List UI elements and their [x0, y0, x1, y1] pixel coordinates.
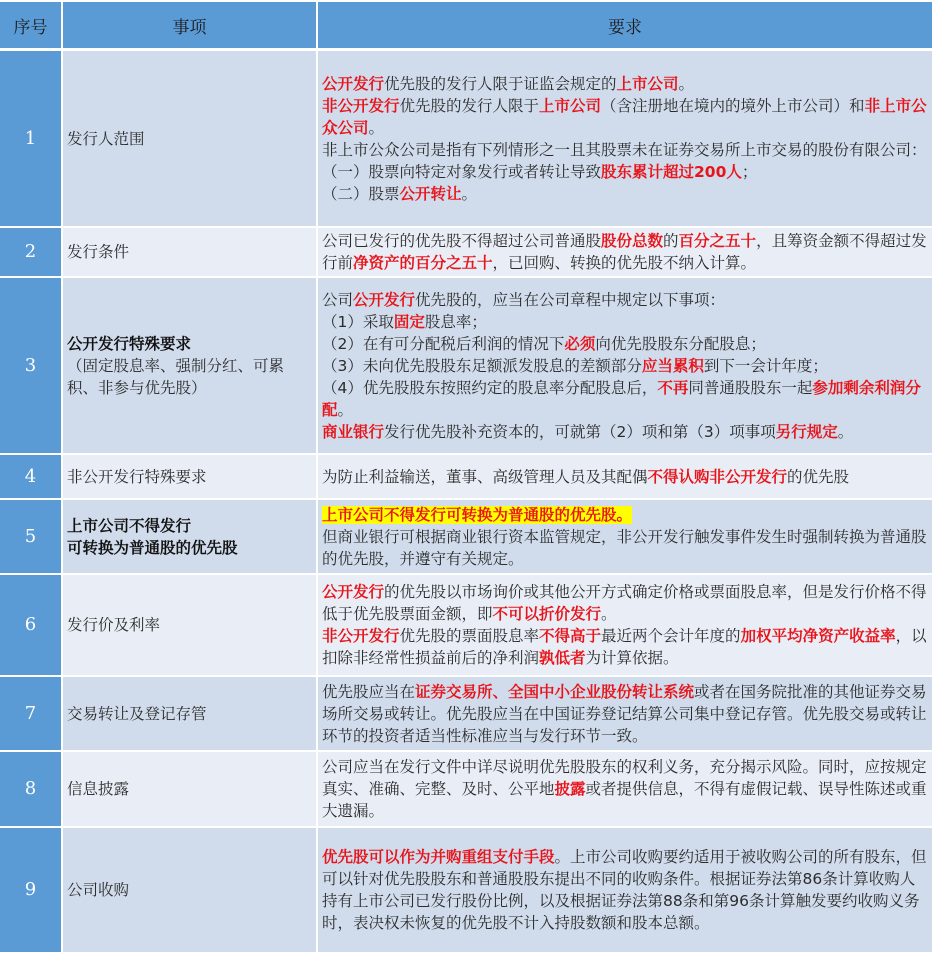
header-seq: 序号: [0, 2, 63, 51]
header-row: [0, 2, 932, 51]
row-requirement: 公开发行的优先股以市场询价或其他公开方式确定价格或票面股息率，但是发行价格不得低于优先股票面金额，即不可以折价发行。 非公开发行优先股的票面股息率不得高于最近两个会计年度的加权平均净资产收益率，以扣除非经常性损益前后的净利润孰低者为计算依据。: [318, 575, 932, 677]
row-item: 发行价及利率: [63, 575, 318, 677]
row-number: 8: [0, 752, 63, 828]
row-item-subtitle: （固定股息率、强制分红、可累积、非参与优先股）: [67, 356, 285, 397]
row-number: 6: [0, 575, 63, 677]
row-number: 4: [0, 455, 63, 500]
row-requirement: 为防止利益输送，董事、高级管理人员及其配偶不得认购非公开发行的优先股: [318, 455, 932, 500]
row-item: [63, 500, 318, 575]
header-item: 事项: [63, 2, 318, 51]
row-number: 7: [0, 677, 63, 752]
row-requirement: 公司已发行的优先股不得超过公司普通股股份总数的百分之五十，且筹资金额不得超过发行前净资产的百分之五十，已回购、转换的优先股不纳入计算。: [318, 228, 932, 278]
table-row: [0, 677, 932, 752]
row-item-title: 上市公司不得发行: [67, 516, 192, 535]
table-row: [0, 752, 932, 828]
row-item: 发行条件: [63, 228, 318, 278]
table-row: [0, 228, 932, 278]
row-item: 信息披露: [63, 752, 318, 828]
row-item: 公司收购: [63, 828, 318, 954]
row-item: [63, 278, 318, 455]
table-row: [0, 500, 932, 575]
row-item: 发行人范围: [63, 51, 318, 228]
row-item: 交易转让及登记存管: [63, 677, 318, 752]
row-number: 3: [0, 278, 63, 455]
row-item-title: 公开发行特殊要求: [67, 334, 192, 353]
row-requirement: 公司应当在发行文件中详尽说明优先股股东的权利义务，充分揭示风险。同时，应按规定真实、准确、完整、及时、公平地披露或者提供信息，不得有虚假记载、误导性陈述或重大遗漏。: [318, 752, 932, 828]
row-requirement: 公开发行优先股的发行人限于证监会规定的上市公司。 非公开发行优先股的发行人限于上市公司（含注册地在境内的境外上市公司）和非上市公众公司。 非上市公众公司是指有下列情形之一且其股票未在证券交易所上市交易的股份有限公司： （一）股票向特定对象发行或者转让导致股东累计超过200人； （二）股票公开转让。: [318, 51, 932, 228]
table-row: [0, 575, 932, 677]
row-number: 1: [0, 51, 63, 228]
table-row: [0, 828, 932, 954]
highlighted-text: 上市公司不得发行可转换为普通股的优先股。: [322, 505, 633, 524]
row-requirement: 上市公司不得发行可转换为普通股的优先股。 但商业银行可根据商业银行资本监管规定，非公开发行触发事件发生时强制转换为普通股的优先股，并遵守有关规定。: [318, 500, 932, 575]
table-row: [0, 278, 932, 455]
header-requirement: 要求: [318, 2, 932, 51]
row-number: 5: [0, 500, 63, 575]
row-requirement: 优先股可以作为并购重组支付手段。上市公司收购要约适用于被收购公司的所有股东，但可以针对优先股股东和普通股股东提出不同的收购条件。根据证券法第86条计算收购人持有上市公司已发行股份比例，以及根据证券法第88条和第96条计算触发要约收购义务时，表决权未恢复的优先股不计入持股数额和股本总额。: [318, 828, 932, 954]
table-row: [0, 455, 932, 500]
preferred-stock-requirements-table: [0, 2, 932, 954]
row-number: 9: [0, 828, 63, 954]
row-number: 2: [0, 228, 63, 278]
row-item: 非公开发行特殊要求: [63, 455, 318, 500]
row-requirement: 公司公开发行优先股的，应当在公司章程中规定以下事项： （1）采取固定股息率； （2）在有可分配税后利润的情况下必须向优先股股东分配股息； （3）未向优先股股东足额派发股息的差额部分应当累积到下一会计年度； （4）优先股股东按照约定的股息率分配股息后，不再同普通股股东一起参加剩余利润分配。 商业银行发行优先股补充资本的，可就第（2）项和第（3）项事项另行规定。: [318, 278, 932, 455]
row-item-title-2: 可转换为普通股的优先股: [67, 538, 238, 557]
table-row: [0, 51, 932, 228]
row-requirement: 优先股应当在证券交易所、全国中小企业股份转让系统或者在国务院批准的其他证券交易场所交易或转让。优先股应当在中国证券登记结算公司集中登记存管。优先股交易或转让环节的投资者适当性标准应当与发行环节一致。: [318, 677, 932, 752]
